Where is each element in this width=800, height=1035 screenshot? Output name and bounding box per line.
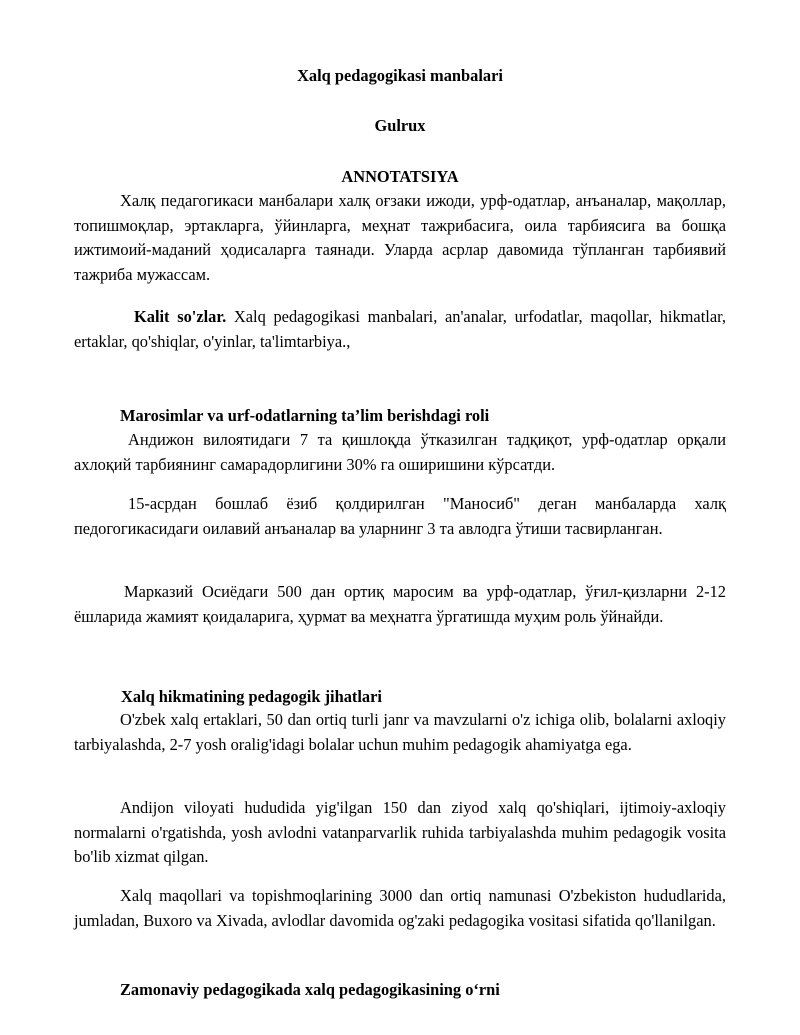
section2-p2: Andijon viloyati hududida yig'ilgan 150 dan ziyod xalq qo'shiqlari, ijtimoiy-axloqiy normalarni o'rgatishda, yosh avlodni vatanparvarlik ruhida tarbiyalashda muhim pedagogik vosita bo'lib xizmat qilgan. <box>74 798 726 866</box>
section2-paragraph-2 <box>74 796 726 870</box>
section3-heading: Zamonaviy pedagogikada xalq pedagogikasining oʻrni <box>120 980 500 999</box>
section2-heading: Xalq hikmatining pedagogik jihatlari <box>121 687 382 706</box>
author-name: Gulrux <box>374 116 426 135</box>
section1-p1: Андижон вилоятидаги 7 та қишлоқда ўтказилган тадқиқот, урф-одатлар орқали ахлоқий тарбиянинг самарадорлигини 30% га оширишини кўрсатди. <box>74 430 726 474</box>
section1-p3: Марказий Осиёдаги 500 дан ортиқ маросим ва урф-одатлар, ўғил-қизларни 2-12 ёшларида жамият қоидаларига, ҳурмат ва меҳнатга ўргатишда муҳим роль ўйнайди. <box>74 582 726 626</box>
section1-p2: 15-асрдан бошлаб ёзиб қолдирилган "Маносиб" деган манбаларда халқ педогогикасидаги оилавий анъаналар ва уларнинг 3 та авлодга ўтиши тасвирланган. <box>74 494 726 538</box>
section2-paragraph-3 <box>74 884 726 933</box>
keywords-paragraph <box>74 305 726 354</box>
section1-paragraph-2 <box>74 492 726 541</box>
annotation-paragraph <box>74 189 726 287</box>
annotation-heading: ANNOTATSIYA <box>341 167 459 186</box>
keywords-label: Kalit so'zlar. <box>134 307 227 326</box>
annotation-text: Халқ педагогикаси манбалари халқ оғзаки ижоди, урф-одатлар, анъаналар, мақоллар, топишмоқлар, эртакларга, ўйинларга, меҳнат тажрибасига, оила тарбиясига ва бошқа ижтимоий-маданий ҳодисаларга таянади. Уларда асрлар давомида тўпланган тарбиявий тажриба мужассам. <box>74 191 726 284</box>
section1-paragraph-3 <box>74 580 726 629</box>
section2-p1: O'zbek xalq ertaklari, 50 dan ortiq turli janr va mavzularni o'z ichiga olib, bolalarni axloqiy tarbiyalashda, 2-7 yosh oralig'idagi bolalar uchun muhim pedagogik ahamiyatga ega. <box>74 710 726 754</box>
keywords-text: Xalq pedagogikasi manbalari, an'analar, urfodatlar, maqollar, hikmatlar, ertaklar, qo'shiqlar, o'yinlar, ta'limtarbiya., <box>74 307 726 351</box>
section1-heading: Marosimlar va urf-odatlarning ta’lim berishdagi roli <box>120 406 490 425</box>
section2-paragraph-1 <box>74 708 726 757</box>
section2-p3: Xalq maqollari va topishmoqlarining 3000 dan ortiq namunasi O'zbekiston hududlarida, jumladan, Buxoro va Xivada, avlodlar davomida og'zaki pedagogika vositasi sifatida qo'llanilgan. <box>74 886 726 930</box>
section1-paragraph-1 <box>74 428 726 477</box>
keywords-line <box>74 305 726 354</box>
document-title: Xalq pedagogikasi manbalari <box>297 66 503 85</box>
